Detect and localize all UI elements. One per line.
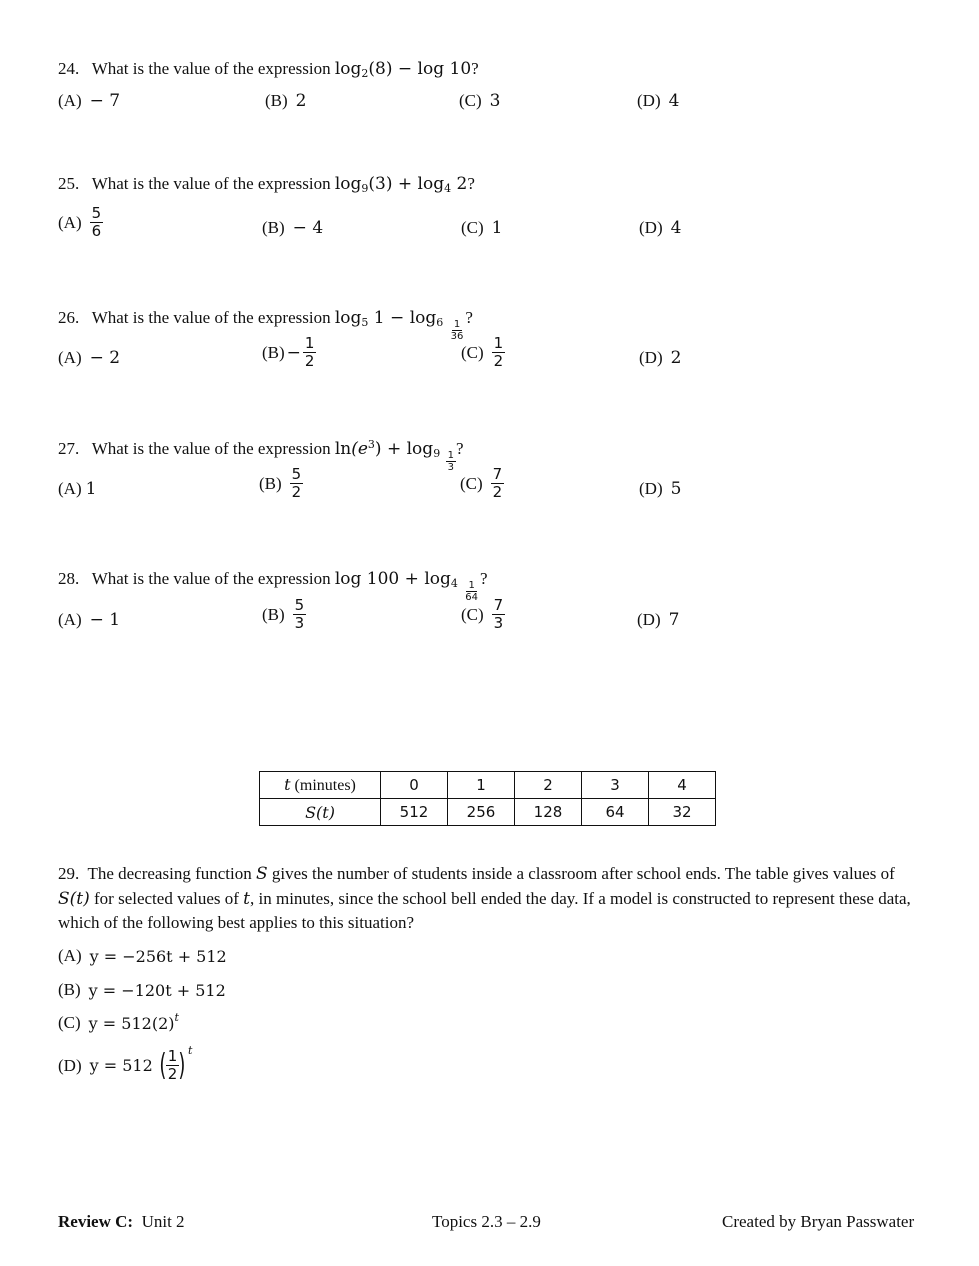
fraction: $\frac{1}{2}$: [493, 334, 504, 370]
table-cell: 3: [582, 772, 649, 799]
question-number: 25.: [58, 174, 80, 193]
choice-24-a[interactable]: (A) − 7: [58, 91, 121, 111]
choice-25-c[interactable]: (C) 1: [461, 218, 503, 238]
question-number: 27.: [58, 439, 80, 458]
question-expression: $\log_2(8) - \log 10$: [334, 59, 472, 80]
question-29: 29. The decreasing function S gives the number of students inside a classroom after school ends. The table gives values of S(t) for selected values of t, in minutes, since the school bell ended the day. If a model is constructed to represent these data, which of the following best applies to this situation?: [58, 864, 911, 932]
question-number: 28.: [58, 569, 80, 588]
question-27: 27. What is the value of the expression $\ln(e^3) + \log_9$ $\frac{1}{3}$ ?: [58, 438, 464, 473]
choice-26-c[interactable]: (C) $\frac{1}{2}$: [461, 334, 504, 370]
choice-29-b[interactable]: (B) y = −120t + 512: [58, 980, 226, 1000]
fraction: $\frac{5}{3}$: [294, 596, 305, 632]
choice-28-c[interactable]: (C) $\frac{7}{3}$: [461, 596, 504, 632]
choice-27-c[interactable]: (C) $\frac{7}{2}$: [460, 465, 503, 501]
fraction: $\frac{5}{6}$: [91, 204, 102, 240]
question-expression: $\ln(e^3) + \log_9$ $\frac{1}{3}$: [334, 438, 454, 473]
table-cell: 2: [515, 772, 582, 799]
choice-28-a[interactable]: (A) − 1: [58, 610, 121, 630]
choice-29-c[interactable]: (C) y = 512(2) $^t$: [58, 1011, 179, 1033]
table-cell: 128: [515, 799, 582, 826]
footer-left: Review C: Unit 2: [58, 1212, 185, 1231]
choice-29-d[interactable]: (D) y = 512 ( $\frac{1}{2}$ ) $^t$: [58, 1044, 193, 1083]
choice-26-d[interactable]: (D) 2: [639, 348, 682, 368]
question-text: What is the value of the expression: [91, 59, 335, 78]
question-text: What is the value of the expression: [91, 308, 335, 327]
question-expression: $\log_9(3) + \log_4 2$: [334, 174, 468, 195]
table-row: [260, 772, 716, 799]
fraction: $\frac{5}{2}$: [291, 465, 302, 501]
fraction: $\frac{1}{2}$: [167, 1047, 178, 1083]
table-header-s: S(t): [260, 799, 381, 826]
table-cell: 0: [381, 772, 448, 799]
table-cell: 256: [448, 799, 515, 826]
choice-28-b[interactable]: (B) $\frac{5}{3}$: [262, 596, 305, 632]
table-cell: 32: [649, 799, 716, 826]
question-text: What is the value of the expression: [91, 174, 335, 193]
question-expression: $\log_5 1 - \log_6$ $\frac{1}{36}$: [334, 308, 464, 342]
choice-25-b[interactable]: (B) − 4: [262, 218, 324, 238]
footer-right: Created by Bryan Passwater: [722, 1212, 915, 1231]
choice-25-d[interactable]: (D) 4: [639, 218, 682, 238]
choice-24-d[interactable]: (D) 4: [637, 91, 680, 111]
choice-26-b[interactable]: (B) − $\frac{1}{2}$: [262, 334, 315, 370]
fraction: $\frac{1}{2}$: [304, 334, 315, 370]
choice-24-b[interactable]: (B) 2: [265, 91, 307, 111]
question-number: 24.: [58, 59, 80, 78]
question-24: 24. What is the value of the expression $\log_2(8) - \log 10$?: [58, 59, 479, 80]
question-25: 25. What is the value of the expression $\log_9(3) + \log_4 2$?: [58, 174, 475, 195]
choice-27-a[interactable]: (A) 1: [58, 479, 97, 499]
footer-center: Topics 2.3 – 2.9: [432, 1212, 541, 1231]
table-cell: 1: [448, 772, 515, 799]
question-text: What is the value of the expression: [91, 569, 335, 588]
fraction: $\frac{7}{3}$: [493, 596, 504, 632]
choice-25-a[interactable]: (A) $\frac{5}{6}$: [58, 204, 102, 240]
question-number: 29.: [58, 864, 80, 883]
fraction: $\frac{7}{2}$: [492, 465, 503, 501]
table-row: [260, 799, 716, 826]
question-28: 28. What is the value of the expression $\log 100 + \log_4$ $\frac{1}{64}$ ?: [58, 569, 488, 603]
table-header-t: t (minutes): [260, 772, 381, 799]
question-text: What is the value of the expression: [91, 439, 335, 458]
question-expression: $\log 100 + \log_4$ $\frac{1}{64}$: [334, 569, 479, 603]
choice-26-a[interactable]: (A) − 2: [58, 348, 121, 368]
question-26: 26. What is the value of the expression $\log_5 1 - \log_6$ $\frac{1}{36}$ ?: [58, 308, 473, 342]
choice-27-d[interactable]: (D) 5: [639, 479, 682, 499]
choice-24-c[interactable]: (C) 3: [459, 91, 501, 111]
table-cell: 64: [582, 799, 649, 826]
question-number: 26.: [58, 308, 80, 327]
choice-29-a[interactable]: (A) y = −256t + 512: [58, 946, 227, 966]
table-cell: 4: [649, 772, 716, 799]
choice-28-d[interactable]: (D) 7: [637, 610, 680, 630]
data-table: [259, 771, 716, 826]
choice-27-b[interactable]: (B) $\frac{5}{2}$: [259, 465, 302, 501]
table-cell: 512: [381, 799, 448, 826]
